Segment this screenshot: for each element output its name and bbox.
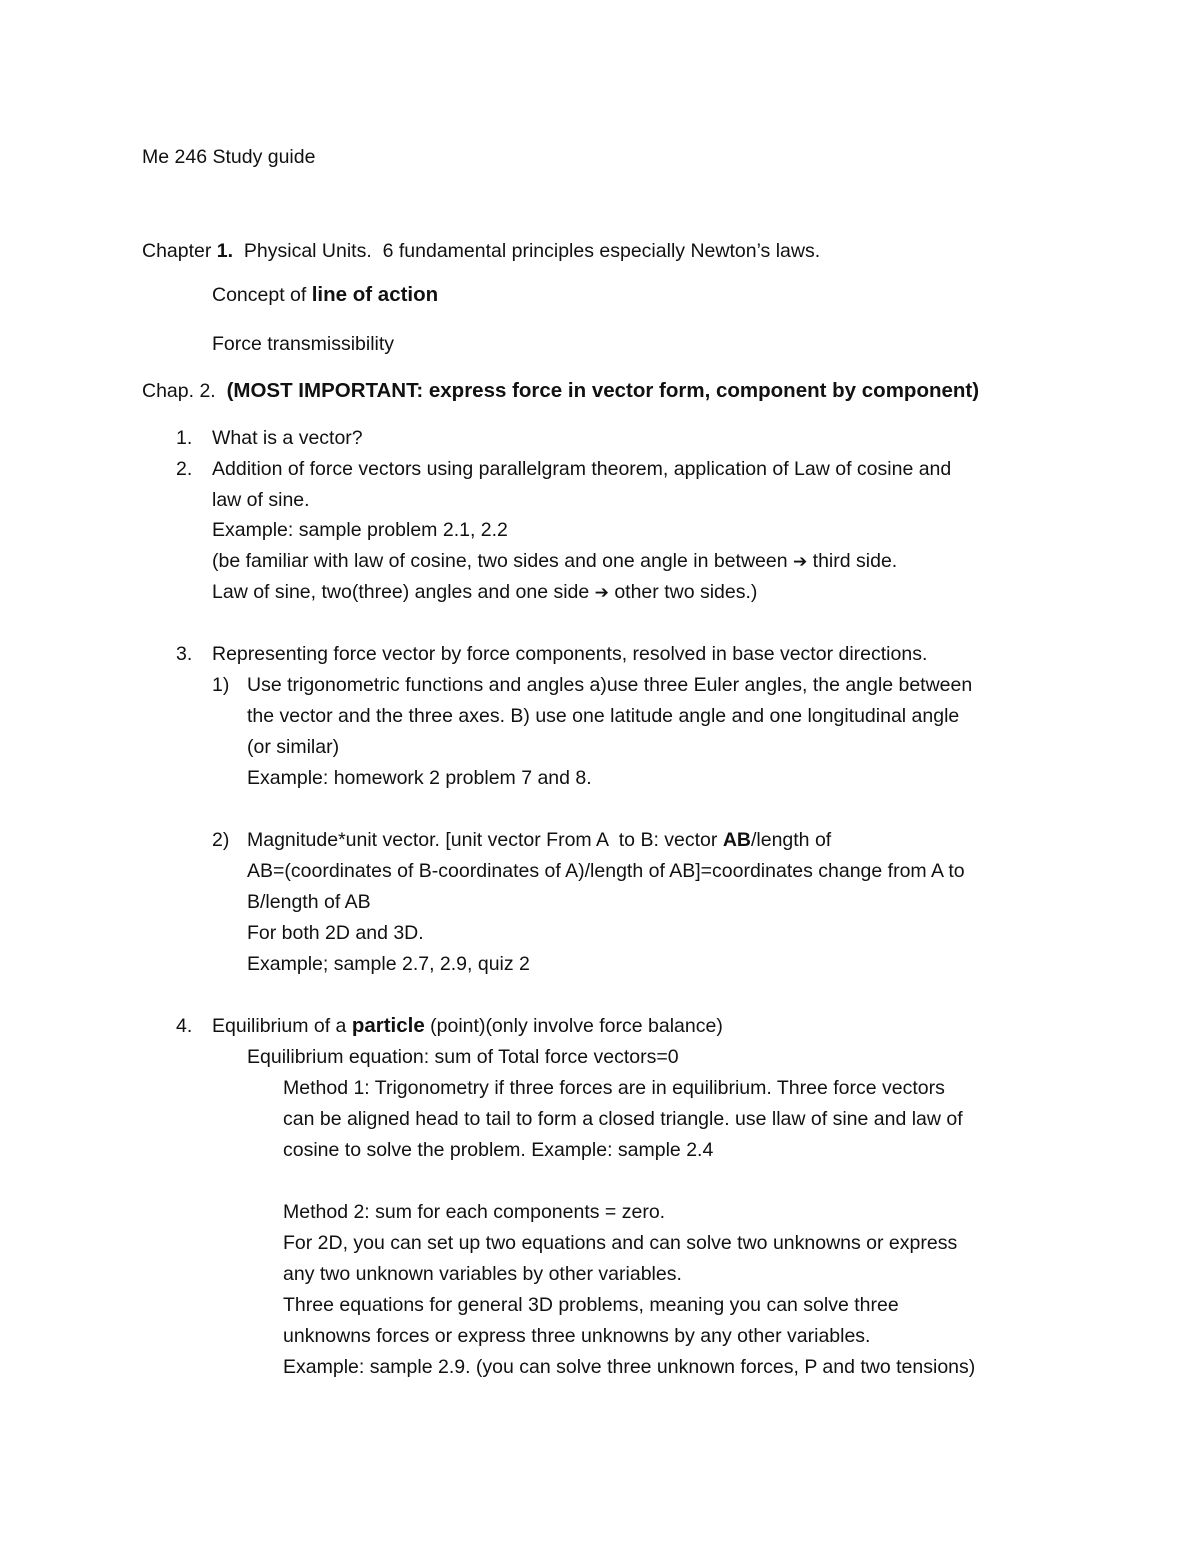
item2-line5 xyxy=(212,580,757,605)
item3-sub2-number: 2) xyxy=(212,829,230,851)
item4-number: 4. xyxy=(176,1015,193,1037)
method2-line2: For 2D, you can set up two equations and can solve two unknowns or express xyxy=(283,1232,958,1254)
item3-sub2-line1-bold: AB xyxy=(722,829,751,851)
method2-line4: Three equations for general 3D problems, meaning you can solve three xyxy=(283,1294,899,1316)
item2-line4-end: third side. xyxy=(807,550,898,572)
concept-prefix: Concept of xyxy=(212,284,312,306)
item4-particle: particle xyxy=(351,1014,425,1037)
item3-sub2-line5: Example; sample 2.7, 2.9, quiz 2 xyxy=(247,953,530,975)
item3-sub1-line3: (or similar) xyxy=(247,736,340,758)
chapter2-heading-bold: (MOST IMPORTANT: express force in vector form, component by component) xyxy=(226,379,980,402)
item2-line3: Example: sample problem 2.1, 2.2 xyxy=(212,519,508,541)
chapter1-description: Physical Units. 6 fundamental principles especially Newton’s laws. xyxy=(233,240,821,262)
item4-line1-c: (point)(only involve force balance) xyxy=(424,1015,723,1037)
arrow-right-icon: ➔ xyxy=(793,552,808,572)
method1-line1: Method 1: Trigonometry if three forces are in equilibrium. Three force vectors xyxy=(283,1077,945,1099)
item3-text: Representing force vector by force components, resolved in base vector directions. xyxy=(212,643,928,665)
force-transmissibility: Force transmissibility xyxy=(212,333,395,355)
item3-sub2-line3: B/length of AB xyxy=(247,891,371,913)
item2-line4-text: (be familiar with law of cosine, two sides and one angle in between xyxy=(212,550,793,572)
item4-line1 xyxy=(212,1014,723,1038)
item4-line1-a: Equilibrium of a xyxy=(212,1015,352,1037)
item3-sub1-number: 1) xyxy=(212,674,230,696)
item1-text: What is a vector? xyxy=(212,427,363,449)
method2-line3: any two unknown variables by other variables. xyxy=(283,1263,682,1285)
item2-line5-text: Law of sine, two(three) angles and one side xyxy=(212,581,595,603)
arrow-right-icon: ➔ xyxy=(594,583,609,603)
item3-sub2-line1 xyxy=(247,828,831,852)
method2-line6: Example: sample 2.9. (you can solve three unknown forces, P and two tensions) xyxy=(283,1356,976,1378)
item1-number: 1. xyxy=(176,427,193,449)
item3-sub1-line4: Example: homework 2 problem 7 and 8. xyxy=(247,767,592,789)
chapter2-prefix: Chap. 2. xyxy=(142,380,227,402)
item3-sub2-line4: For both 2D and 3D. xyxy=(247,922,424,944)
chapter1-heading xyxy=(142,239,820,263)
item3-sub1-line1: Use trigonometric functions and angles a)use three Euler angles, the angle between xyxy=(247,674,973,696)
item2-line1: Addition of force vectors using parallelgram theorem, application of Law of cosine and xyxy=(212,458,952,480)
method2-line1: Method 2: sum for each components = zero. xyxy=(283,1201,666,1223)
item3-number: 3. xyxy=(176,643,193,665)
document-title: Me 246 Study guide xyxy=(142,146,316,168)
method1-line3: cosine to solve the problem. Example: sample 2.4 xyxy=(283,1139,714,1161)
concept-line xyxy=(212,283,438,307)
chapter1-prefix: Chapter xyxy=(142,240,217,262)
chapter1-number: 1. xyxy=(216,240,234,262)
method1-line2: can be aligned head to tail to form a closed triangle. use llaw of sine and law of xyxy=(283,1108,963,1130)
item2-number: 2. xyxy=(176,458,193,480)
item2-line5-end: other two sides.) xyxy=(608,581,758,603)
chapter2-heading xyxy=(142,379,979,403)
item3-sub2-line2: AB=(coordinates of B-coordinates of A)/length of AB]=coordinates change from A to xyxy=(247,860,965,882)
item3-sub1-line2: the vector and the three axes. B) use one latitude angle and one longitudinal angle xyxy=(247,705,960,727)
item3-sub2-line1-a: Magnitude*unit vector. [unit vector From A to B: vector xyxy=(247,829,723,851)
item2-line4 xyxy=(212,549,897,574)
method2-line5: unknowns forces or express three unknowns by any other variables. xyxy=(283,1325,871,1347)
item3-sub2-line1-c: /length of xyxy=(750,829,832,851)
equilibrium-equation: Equilibrium equation: sum of Total force vectors=0 xyxy=(247,1046,679,1068)
item2-line2: law of sine. xyxy=(212,489,310,511)
concept-bold: line of action xyxy=(311,283,439,306)
